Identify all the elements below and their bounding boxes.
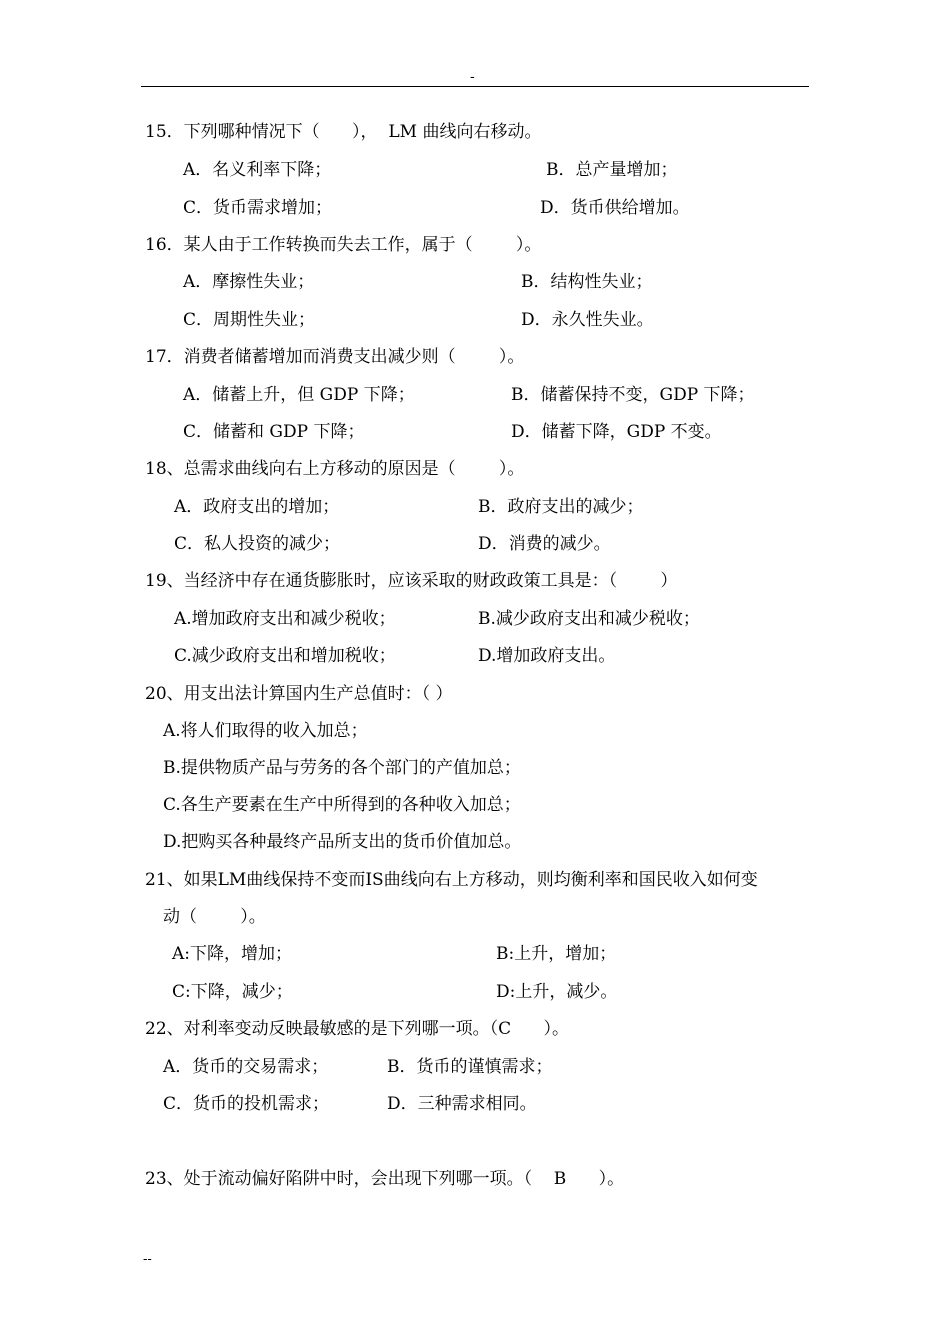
header-mark: - — [470, 69, 475, 85]
question-21-option-c: C:下降，减少； — [172, 982, 293, 1002]
question-16-option-b: B．结构性失业； — [521, 272, 653, 292]
question-17-option-c: C．储蓄和 GDP 下降； — [183, 422, 365, 442]
question-15-stem: 15．下列哪种情况下（ ）， LM 曲线向右移动。 — [145, 122, 542, 142]
question-19-option-b: B.减少政府支出和减少税收； — [478, 609, 700, 629]
question-16-option-c: C．周期性失业； — [183, 310, 316, 330]
question-19-option-c: C.减少政府支出和增加税收； — [174, 646, 396, 666]
question-16-stem: 16．某人由于工作转换而失去工作，属于（ ）。 — [145, 235, 542, 255]
question-20-stem: 20、用支出法计算国内生产总值时：（ ） — [145, 684, 453, 704]
question-15-option-d: D．货币供给增加。 — [540, 198, 690, 218]
question-22-option-c: C．货币的投机需求； — [163, 1094, 330, 1114]
question-22-option-a: A．货币的交易需求； — [163, 1057, 329, 1077]
question-17-option-a: A．储蓄上升，但 GDP 下降； — [183, 385, 415, 405]
question-19-stem: 19、当经济中存在通货膨胀时，应该采取的财政政策工具是：（ ） — [145, 571, 678, 591]
question-20-option-a: A.将人们取得的收入加总； — [163, 721, 368, 741]
question-21-option-a: A:下降，增加； — [172, 944, 293, 964]
question-21-stem: 21、如果LM曲线保持不变而IS曲线向右上方移动，则均衡利率和国民收入如何变 — [145, 870, 758, 890]
question-15-option-a: A．名义利率下降； — [183, 160, 332, 180]
question-17-stem: 17．消费者储蓄增加而消费支出减少则（ ）。 — [145, 347, 525, 367]
question-17-option-d: D．储蓄下降，GDP 不变。 — [511, 422, 722, 442]
question-18-option-d: D．消费的减少。 — [478, 534, 611, 554]
header-rule — [141, 86, 809, 87]
question-16-option-d: D．永久性失业。 — [521, 310, 654, 330]
question-17-option-b: B．储蓄保持不变，GDP 下降； — [511, 385, 755, 405]
question-18-option-c: C．私人投资的减少； — [174, 534, 341, 554]
question-21-option-b: B:上升，增加； — [496, 944, 617, 964]
question-19-option-a: A.增加政府支出和减少税收； — [174, 609, 396, 629]
question-18-option-a: A．政府支出的增加； — [174, 497, 340, 517]
question-21-option-d: D:上升，减少。 — [496, 982, 618, 1002]
question-18-stem: 18、总需求曲线向右上方移动的原因是（ ）。 — [145, 459, 525, 479]
question-22-stem: 22、对利率变动反映最敏感的是下列哪一项。（C ）。 — [145, 1019, 570, 1039]
question-15-option-b: B．总产量增加； — [546, 160, 678, 180]
question-22-option-b: B．货币的谨慎需求； — [387, 1057, 553, 1077]
question-20-option-b: B.提供物质产品与劳务的各个部门的产值加总； — [163, 758, 521, 778]
question-15-option-c: C．货币需求增加； — [183, 198, 333, 218]
question-22-option-d: D．三种需求相同。 — [387, 1094, 537, 1114]
question-21-stem-cont: 动（ ）。 — [163, 907, 266, 927]
question-20-option-d: D.把购买各种最终产品所支出的货币价值加总。 — [163, 832, 522, 852]
question-18-option-b: B．政府支出的减少； — [478, 497, 644, 517]
question-16-option-a: A．摩擦性失业； — [183, 272, 315, 292]
question-19-option-d: D.增加政府支出。 — [478, 646, 616, 666]
question-23-stem: 23、处于流动偏好陷阱中时，会出现下列哪一项。（ B ）。 — [145, 1169, 625, 1189]
footer-mark: -- — [143, 1252, 152, 1267]
question-20-option-c: C.各生产要素在生产中所得到的各种收入加总； — [163, 795, 521, 815]
